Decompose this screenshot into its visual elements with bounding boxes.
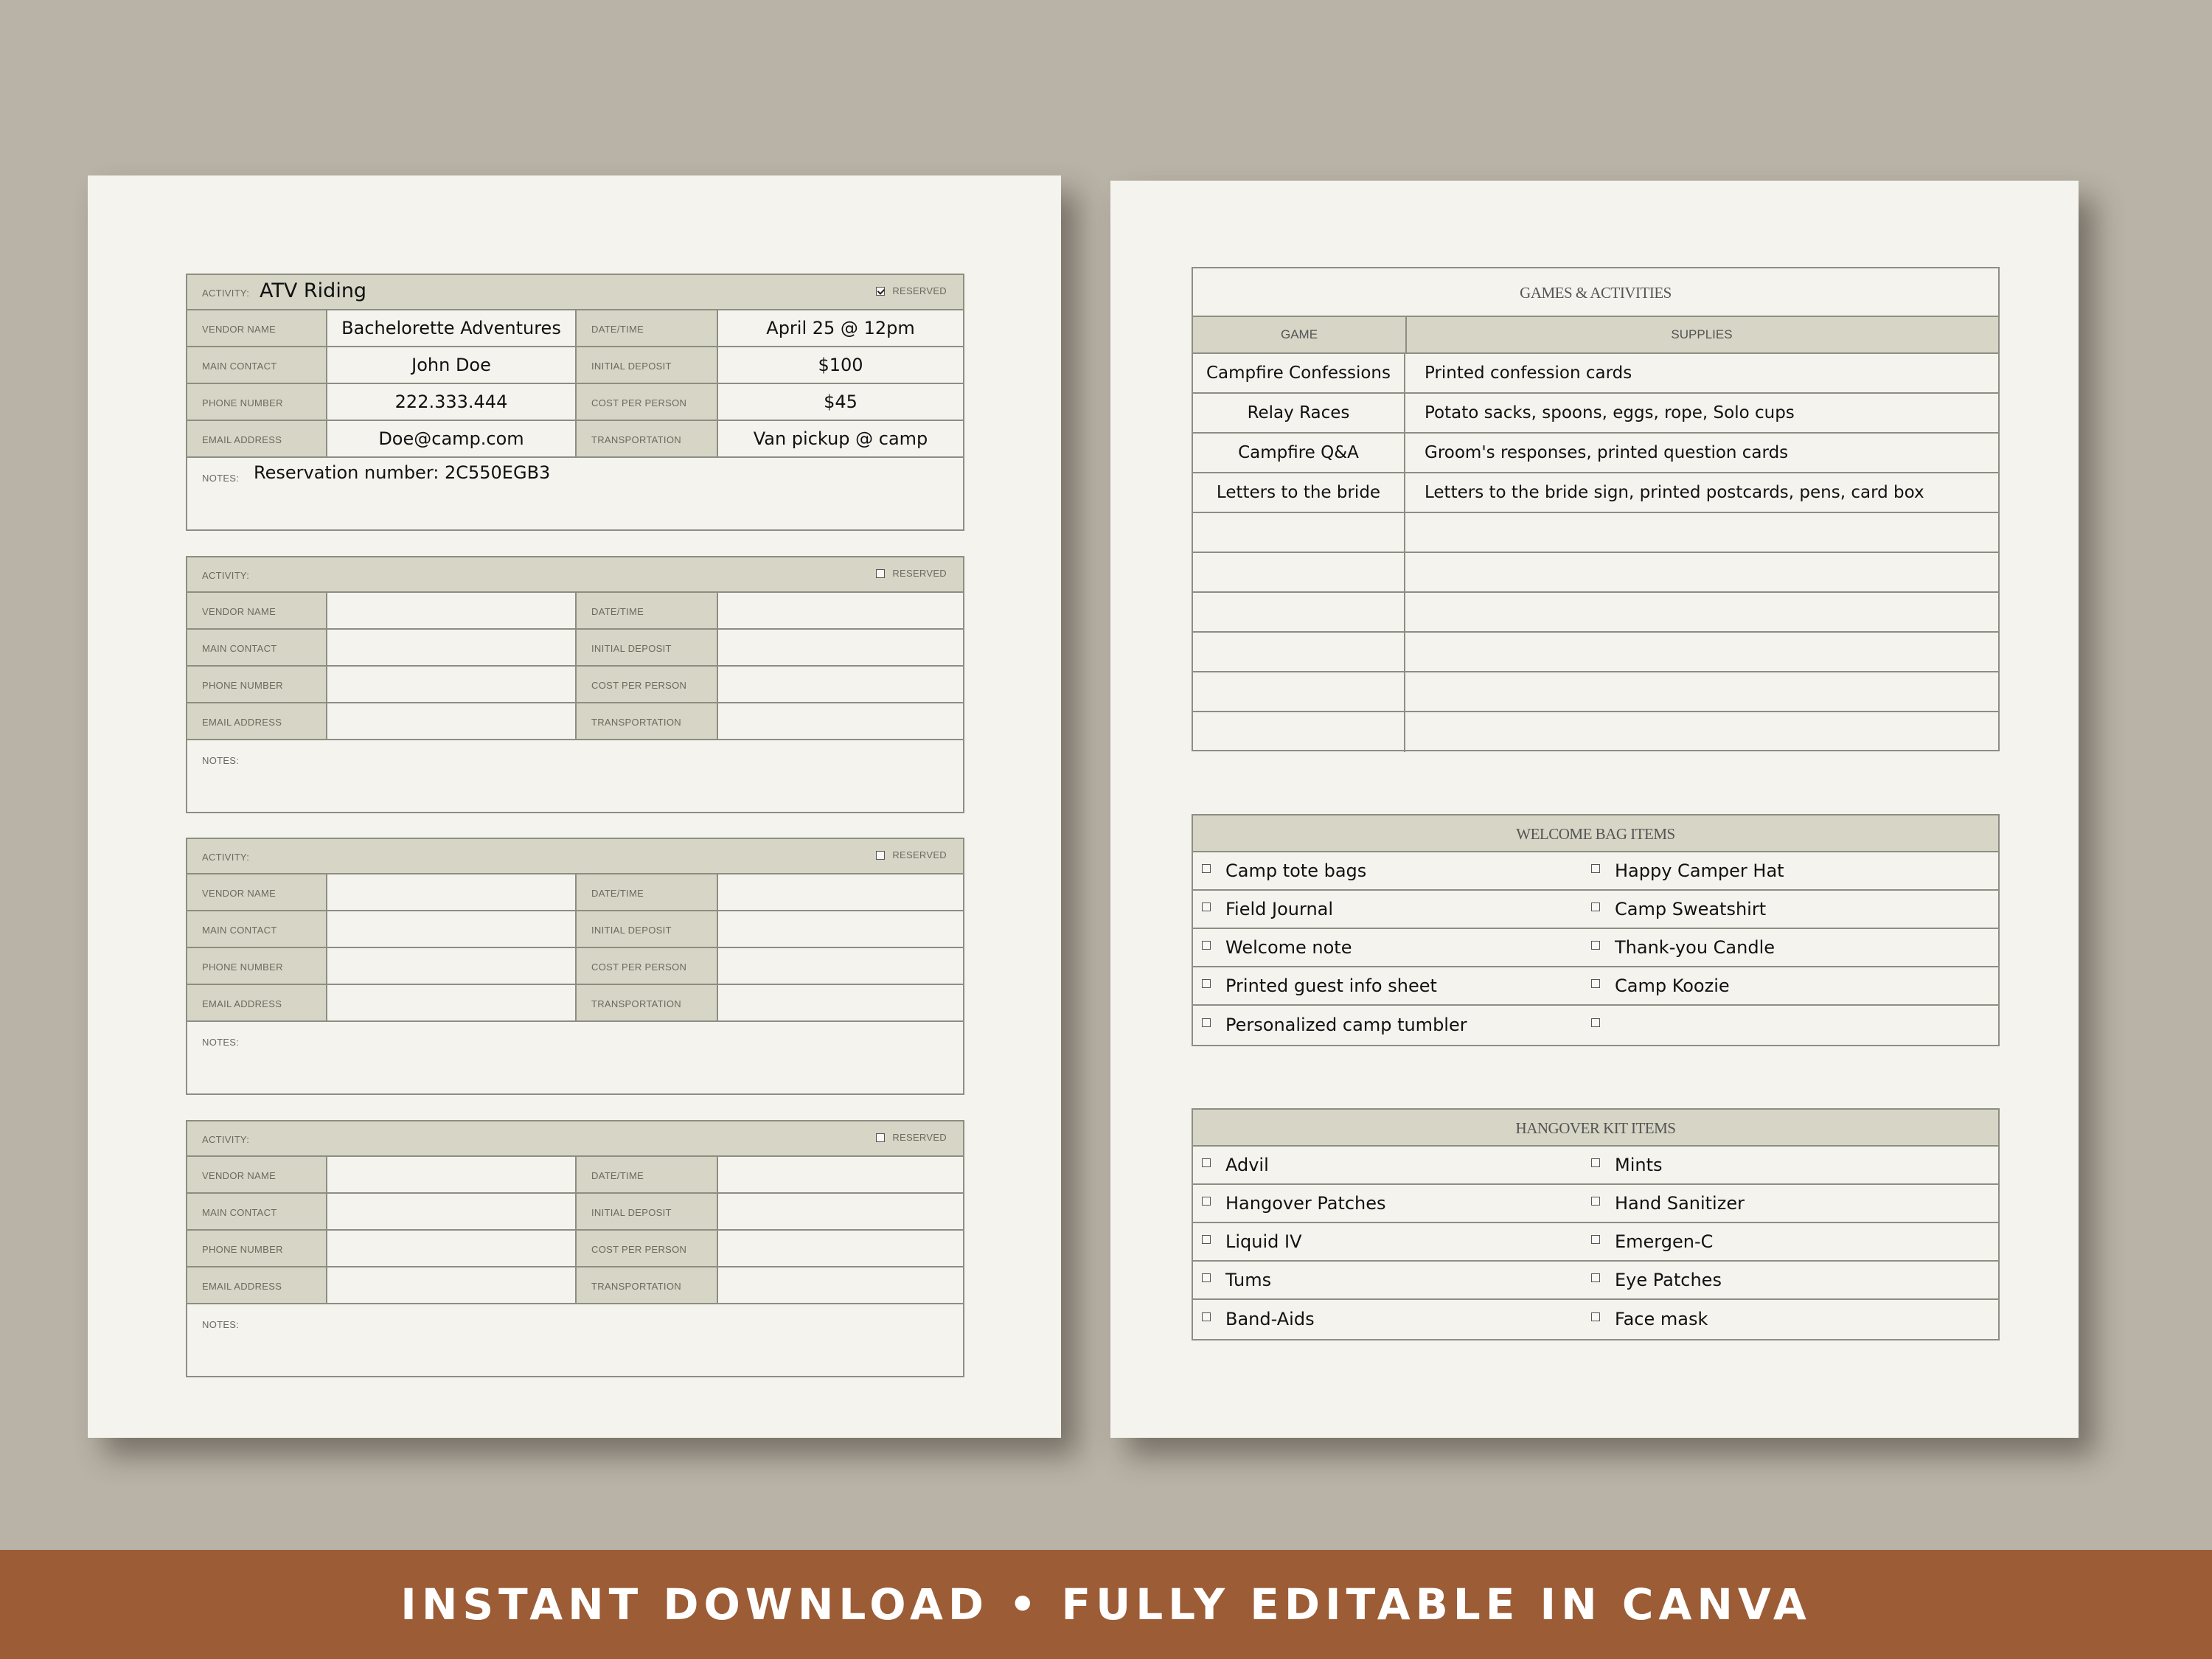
game-cell[interactable] <box>1193 712 1405 752</box>
notes-field[interactable] <box>187 740 963 812</box>
checkbox-icon[interactable] <box>1591 1235 1600 1244</box>
checkbox-icon[interactable] <box>1202 979 1211 988</box>
reserved-label: RESERVED <box>892 849 947 860</box>
checklist-item[interactable] <box>1591 1147 1663 1183</box>
checklist-row <box>1193 1262 1998 1300</box>
checklist-item[interactable] <box>1591 929 1775 966</box>
checklist-item[interactable] <box>1202 1185 1386 1222</box>
notes-value[interactable]: Reservation number: 2C550EGB3 <box>254 462 551 483</box>
games-table-title: GAMES & ACTIVITIES <box>1193 268 1998 317</box>
game-cell[interactable] <box>1193 553 1405 591</box>
item-label: Printed guest info sheet <box>1225 975 1437 996</box>
game-cell[interactable]: Relay Races <box>1193 394 1405 432</box>
field-row <box>187 593 963 630</box>
reserved-label: RESERVED <box>892 568 947 579</box>
cost-per-person-label: COST PER PERSON <box>591 961 687 973</box>
activity-value[interactable]: ATV Riding <box>260 279 367 302</box>
vendor-name-value[interactable]: Bachelorette Adventures <box>341 318 561 338</box>
vendor-name-label: VENDOR NAME <box>202 888 276 899</box>
item-label: Liquid IV <box>1225 1231 1302 1252</box>
supplies-cell[interactable] <box>1425 513 1991 552</box>
field-row <box>187 1267 963 1304</box>
activity-label: ACTIVITY: <box>202 1134 250 1145</box>
main-contact-label: MAIN CONTACT <box>202 643 277 654</box>
checkbox-icon[interactable] <box>1591 902 1600 911</box>
supplies-cell[interactable] <box>1425 593 1991 631</box>
game-cell[interactable] <box>1193 593 1405 631</box>
checkbox-icon[interactable] <box>1202 1235 1211 1244</box>
checkbox-icon[interactable] <box>1202 1312 1211 1321</box>
email-address-value[interactable]: Doe@camp.com <box>378 428 524 449</box>
activity-label: ACTIVITY: <box>202 570 250 581</box>
phone-number-label: PHONE NUMBER <box>202 397 283 408</box>
welcome-bag-checklist <box>1192 814 2000 1046</box>
transportation-label: TRANSPORTATION <box>591 717 681 728</box>
games-row <box>1193 672 1998 712</box>
main-contact-value[interactable]: John Doe <box>411 355 491 375</box>
date-time-label: DATE/TIME <box>591 606 644 617</box>
notes-field[interactable] <box>187 1304 963 1376</box>
transportation-label: TRANSPORTATION <box>591 1281 681 1292</box>
date-time-label: DATE/TIME <box>591 1170 644 1181</box>
checkbox-icon[interactable] <box>1202 1273 1211 1282</box>
phone-number-value[interactable]: 222.333.444 <box>394 392 508 412</box>
item-label: Hangover Patches <box>1225 1193 1386 1214</box>
game-cell[interactable]: Letters to the bride <box>1193 473 1405 512</box>
phone-number-label: PHONE NUMBER <box>202 1244 283 1255</box>
checklist-item[interactable] <box>1202 1223 1302 1260</box>
transportation-value[interactable]: Van pickup @ camp <box>753 428 928 449</box>
supplies-cell[interactable] <box>1425 672 1991 711</box>
games-row <box>1193 354 1998 394</box>
checklist-item[interactable] <box>1202 852 1366 889</box>
notes-field[interactable] <box>187 458 963 529</box>
vendor-name-label: VENDOR NAME <box>202 606 276 617</box>
reserved-checkbox-icon[interactable] <box>876 569 885 578</box>
hangover-kit-title: HANGOVER KIT ITEMS <box>1193 1110 1998 1147</box>
transportation-label: TRANSPORTATION <box>591 998 681 1009</box>
item-label: Band-Aids <box>1225 1309 1315 1329</box>
checklist-row <box>1193 852 1998 891</box>
activity-card <box>186 838 964 1095</box>
initial-deposit-value[interactable]: $100 <box>818 355 863 375</box>
field-row <box>187 384 963 421</box>
activity-header <box>187 557 963 593</box>
reserved-checkbox-icon[interactable] <box>876 287 885 296</box>
initial-deposit-label: INITIAL DEPOSIT <box>591 643 672 654</box>
cost-per-person-label: COST PER PERSON <box>591 680 687 691</box>
games-row <box>1193 712 1998 752</box>
checklist-item[interactable] <box>1591 1300 1708 1338</box>
checklist-row <box>1193 1147 1998 1185</box>
reserved-toggle[interactable] <box>876 1132 947 1143</box>
reserved-checkbox-icon[interactable] <box>876 851 885 860</box>
field-row <box>187 1231 963 1267</box>
checklist-row <box>1193 1300 1998 1338</box>
activity-header <box>187 839 963 874</box>
initial-deposit-label: INITIAL DEPOSIT <box>591 925 672 936</box>
email-address-label: EMAIL ADDRESS <box>202 717 282 728</box>
email-address-label: EMAIL ADDRESS <box>202 1281 282 1292</box>
checkbox-icon[interactable] <box>1202 1018 1211 1027</box>
checkbox-icon[interactable] <box>1202 864 1211 873</box>
date-time-label: DATE/TIME <box>591 888 644 899</box>
checkbox-icon[interactable] <box>1591 979 1600 988</box>
game-column-label: GAME <box>1280 327 1318 341</box>
item-label: Field Journal <box>1225 899 1334 919</box>
checklist-item[interactable] <box>1591 1262 1722 1298</box>
hangover-kit-checklist <box>1192 1108 2000 1340</box>
checkbox-icon[interactable] <box>1202 1158 1211 1167</box>
reserved-toggle[interactable] <box>876 285 947 296</box>
promo-banner: INSTANT DOWNLOAD • FULLY EDITABLE IN CANVA <box>0 1550 2212 1659</box>
initial-deposit-label: INITIAL DEPOSIT <box>591 1207 672 1218</box>
checklist-item[interactable] <box>1202 1262 1271 1298</box>
item-label: Eye Patches <box>1615 1270 1722 1290</box>
game-cell[interactable] <box>1193 633 1405 671</box>
game-cell[interactable]: Campfire Q&A <box>1193 434 1405 472</box>
reserved-toggle[interactable] <box>876 568 947 579</box>
field-row <box>187 911 963 948</box>
checklist-item[interactable] <box>1591 967 1730 1004</box>
activity-card <box>186 556 964 813</box>
checklist-row <box>1193 929 1998 967</box>
column-divider <box>1405 317 1407 354</box>
checkbox-icon[interactable] <box>1202 902 1211 911</box>
field-row <box>187 985 963 1022</box>
supplies-cell[interactable]: Groom's responses, printed question cards <box>1425 443 1789 462</box>
supplies-cell[interactable] <box>1425 712 1991 752</box>
checklist-item[interactable] <box>1202 1147 1269 1183</box>
checkbox-icon[interactable] <box>1591 1158 1600 1167</box>
field-row <box>187 421 963 458</box>
welcome-bag-title: WELCOME BAG ITEMS <box>1193 815 1998 852</box>
checkbox-icon[interactable] <box>1591 1273 1600 1282</box>
phone-number-label: PHONE NUMBER <box>202 961 283 973</box>
initial-deposit-label: INITIAL DEPOSIT <box>591 361 672 372</box>
main-contact-label: MAIN CONTACT <box>202 361 277 372</box>
notes-label: NOTES: <box>202 755 240 766</box>
item-label: Advil <box>1225 1155 1269 1175</box>
vendor-name-label: VENDOR NAME <box>202 1170 276 1181</box>
games-row <box>1193 434 1998 473</box>
notes-label: NOTES: <box>202 473 240 484</box>
games-row <box>1193 593 1998 633</box>
activity-label: ACTIVITY: <box>202 852 250 863</box>
item-label: Personalized camp tumbler <box>1225 1015 1467 1035</box>
activity-header <box>187 1121 963 1157</box>
item-label: Emergen-C <box>1615 1231 1714 1252</box>
item-label: Tums <box>1225 1270 1272 1290</box>
cost-per-person-label: COST PER PERSON <box>591 397 687 408</box>
phone-number-label: PHONE NUMBER <box>202 680 283 691</box>
activity-card <box>186 274 964 531</box>
checkbox-icon[interactable] <box>1591 941 1600 950</box>
games-activities-table <box>1192 267 2000 751</box>
checklist-item[interactable] <box>1591 1223 1713 1260</box>
checklist-row <box>1193 891 1998 929</box>
supplies-column-label: SUPPLIES <box>1671 327 1733 341</box>
field-row <box>187 630 963 667</box>
supplies-cell[interactable] <box>1425 553 1991 591</box>
item-label: Hand Sanitizer <box>1615 1193 1745 1214</box>
checklist-item[interactable] <box>1202 929 1352 966</box>
item-label: Face mask <box>1615 1309 1708 1329</box>
checkbox-icon[interactable] <box>1591 1018 1600 1027</box>
email-address-label: EMAIL ADDRESS <box>202 998 282 1009</box>
cost-per-person-value[interactable]: $45 <box>824 392 858 412</box>
field-row <box>187 703 963 740</box>
notes-label: NOTES: <box>202 1037 240 1048</box>
game-cell[interactable]: Campfire Confessions <box>1193 354 1405 392</box>
activity-card <box>186 1120 964 1377</box>
field-row <box>187 667 963 703</box>
checkbox-icon[interactable] <box>1202 1197 1211 1206</box>
supplies-cell[interactable]: Potato sacks, spoons, eggs, rope, Solo cups <box>1425 403 1795 422</box>
email-address-label: EMAIL ADDRESS <box>202 434 282 445</box>
games-row <box>1193 473 1998 513</box>
transportation-label: TRANSPORTATION <box>591 434 681 445</box>
checklist-item[interactable] <box>1591 891 1766 928</box>
games-row <box>1193 553 1998 593</box>
checklist-row <box>1193 1185 1998 1223</box>
reserved-toggle[interactable] <box>876 849 947 860</box>
game-cell[interactable] <box>1193 672 1405 711</box>
field-row <box>187 1157 963 1194</box>
supplies-cell[interactable]: Letters to the bride sign, printed postcards, pens, card box <box>1425 483 1924 502</box>
item-label: Camp tote bags <box>1225 860 1367 881</box>
field-row <box>187 874 963 911</box>
item-label: Thank-you Candle <box>1615 937 1775 958</box>
field-row <box>187 948 963 985</box>
checklist-item[interactable] <box>1591 1185 1745 1222</box>
field-row <box>187 1194 963 1231</box>
checklist-item[interactable] <box>1202 967 1437 1004</box>
games-column-header <box>1193 317 1998 354</box>
main-contact-label: MAIN CONTACT <box>202 925 277 936</box>
checklist-item[interactable] <box>1202 1300 1315 1338</box>
checkbox-icon[interactable] <box>1591 1312 1600 1321</box>
checklist-item[interactable] <box>1202 891 1333 928</box>
notes-label: NOTES: <box>202 1319 240 1330</box>
checklist-row <box>1193 1006 1998 1044</box>
field-row <box>187 310 963 347</box>
checklist-item[interactable] <box>1202 1006 1467 1044</box>
item-label: Camp Sweatshirt <box>1615 899 1767 919</box>
supplies-cell[interactable] <box>1425 633 1991 671</box>
reserved-label: RESERVED <box>892 285 947 296</box>
item-label: Mints <box>1615 1155 1663 1175</box>
checkbox-icon[interactable] <box>1591 1197 1600 1206</box>
reserved-checkbox-icon[interactable] <box>876 1133 885 1142</box>
checkbox-icon[interactable] <box>1591 864 1600 873</box>
checklist-item[interactable] <box>1591 1006 1615 1044</box>
game-cell[interactable] <box>1193 513 1405 552</box>
notes-field[interactable] <box>187 1022 963 1093</box>
cost-per-person-label: COST PER PERSON <box>591 1244 687 1255</box>
activity-label: ACTIVITY: <box>202 288 250 299</box>
date-time-value[interactable]: April 25 @ 12pm <box>766 318 915 338</box>
games-row <box>1193 394 1998 434</box>
field-row <box>187 347 963 384</box>
vendor-name-label: VENDOR NAME <box>202 324 276 335</box>
checklist-item[interactable] <box>1591 852 1784 889</box>
games-row <box>1193 513 1998 553</box>
activity-header <box>187 275 963 310</box>
main-contact-label: MAIN CONTACT <box>202 1207 277 1218</box>
reserved-label: RESERVED <box>892 1132 947 1143</box>
item-label: Welcome note <box>1225 937 1352 958</box>
item-label: Happy Camper Hat <box>1615 860 1784 881</box>
checklist-row <box>1193 1223 1998 1262</box>
checklist-row <box>1193 967 1998 1006</box>
games-row <box>1193 633 1998 672</box>
supplies-cell[interactable]: Printed confession cards <box>1425 364 1632 383</box>
date-time-label: DATE/TIME <box>591 324 644 335</box>
item-label: Camp Koozie <box>1615 975 1730 996</box>
checkbox-icon[interactable] <box>1202 941 1211 950</box>
